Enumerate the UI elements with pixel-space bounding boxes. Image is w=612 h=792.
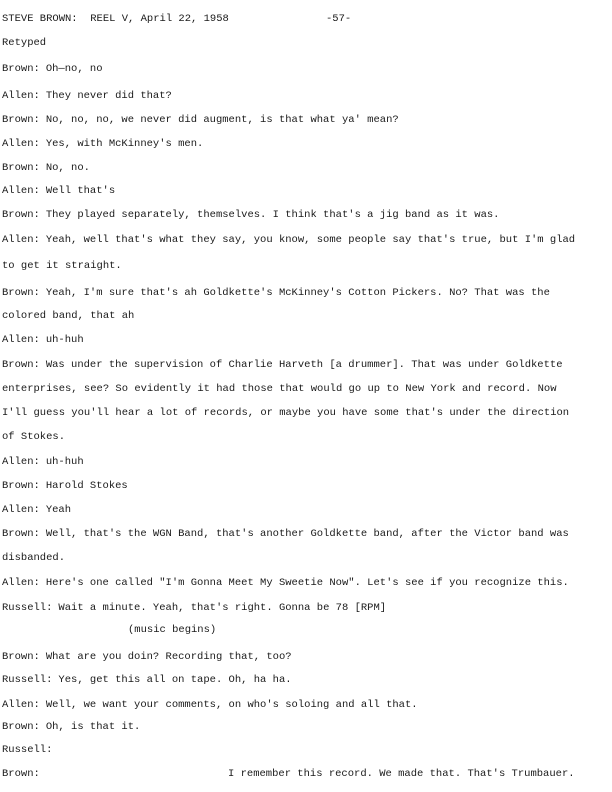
utterance-text: Yes, get this all on tape. Oh, ha ha. <box>58 674 292 686</box>
transcript-line <box>2 503 71 517</box>
transcript-line <box>2 161 90 175</box>
page-header <box>2 13 602 27</box>
speaker-label: Allen: <box>2 185 40 197</box>
transcript-line <box>2 89 172 103</box>
transcript-line <box>2 720 140 734</box>
utterance-text: I'll guess you'll hear a lot of records, or maybe you have some that's under the direction <box>2 407 570 419</box>
utterance-text: (music begins) <box>128 624 217 636</box>
speaker-label: Allen: <box>2 334 40 346</box>
transcript-line <box>2 430 65 444</box>
utterance-text: enterprises, see? So evidently it had those that would go up to New York and record. Now <box>2 383 557 395</box>
transcript-line <box>2 767 575 781</box>
utterance-text: What are you doin? Recording that, too? <box>45 651 292 663</box>
transcript-line <box>2 551 65 565</box>
utterance-text: disbanded. <box>2 552 66 564</box>
utterance-text: Here's one called "I'm Gonna Meet My Sweetie Now". Let's see if you recognize this. <box>45 577 569 589</box>
speaker-label: Allen: <box>2 504 40 516</box>
utterance-text: colored band, that ah <box>2 310 135 322</box>
transcript-line <box>2 358 563 372</box>
transcript-line <box>2 309 134 323</box>
transcript-line <box>2 333 84 347</box>
utterance-text: Well, we want your comments, on who's soloing and all that. <box>45 699 418 711</box>
transcript-line <box>2 698 418 712</box>
speaker-label: Russell: <box>2 602 53 614</box>
utterance-text: uh-huh <box>45 334 84 346</box>
speaker-label: Brown: <box>2 209 40 221</box>
transcript-line <box>128 624 216 636</box>
speaker-label: Allen: <box>2 90 40 102</box>
utterance-text: They never did that? <box>45 90 172 102</box>
transcript-line <box>2 286 550 300</box>
transcript-line <box>2 576 569 590</box>
transcript-line <box>2 259 122 273</box>
speaker-label: Brown: <box>2 768 40 780</box>
transcript-line <box>2 527 569 541</box>
utterance-text: No, no. <box>45 162 90 174</box>
utterance-text: They played separately, themselves. I think that's a jig band as it was. <box>45 209 500 221</box>
transcript-line <box>2 62 103 76</box>
transcript-line <box>2 233 575 247</box>
transcript-line <box>2 113 399 127</box>
utterance-text: Oh—no, no <box>45 63 103 75</box>
speaker-label: Russell: <box>2 744 53 756</box>
transcript-line <box>2 184 115 198</box>
utterance-text: Wait a minute. Yeah, that's right. Gonna be 78 [RPM] <box>58 602 387 614</box>
speaker-label: Allen: <box>2 577 40 589</box>
header-title: STEVE BROWN: REEL V, April 22, 1958 <box>2 13 229 25</box>
utterance-text: of Stokes. <box>2 431 66 443</box>
speaker-label: Brown: <box>2 287 40 299</box>
transcript-line <box>2 743 52 757</box>
retyped-note: Retyped <box>2 37 47 49</box>
speaker-label: Allen: <box>2 699 40 711</box>
utterance-text: to get it straight. <box>2 260 122 272</box>
utterance-text: Well that's <box>45 185 116 197</box>
speaker-label: Allen: <box>2 234 40 246</box>
utterance-text: Was under the supervision of Charlie Harveth [a drummer]. That was under Goldkette <box>45 359 563 371</box>
utterance-text: Yeah, well that's what they say, you know, some people say that's true, but I'm glad <box>45 234 576 246</box>
speaker-label: Brown: <box>2 359 40 371</box>
speaker-label: Brown: <box>2 528 40 540</box>
utterance-text: Yeah, I'm sure that's ah Goldkette's McKinney's Cotton Pickers. No? That was the <box>45 287 550 299</box>
speaker-label: Brown: <box>2 651 40 663</box>
utterance-text: I remember this record. We made that. That's Trumbauer. <box>228 768 575 780</box>
transcript-line <box>2 601 386 615</box>
transcript-line <box>2 650 292 664</box>
speaker-label: Allen: <box>2 138 40 150</box>
transcript-line <box>2 382 557 396</box>
page-number: -57- <box>326 13 352 25</box>
speaker-label: Brown: <box>2 480 40 492</box>
transcript-line <box>2 479 128 493</box>
transcript-line <box>2 673 292 687</box>
transcript-line <box>2 406 569 420</box>
speaker-label: Russell: <box>2 674 53 686</box>
utterance-text: Yeah <box>45 504 72 516</box>
utterance-text: Oh, is that it. <box>45 721 141 733</box>
transcript-line <box>2 455 84 469</box>
speaker-label: Brown: <box>2 114 40 126</box>
speaker-label: Brown: <box>2 162 40 174</box>
transcript-line <box>2 137 203 151</box>
utterance-text: Well, that's the WGN Band, that's another Goldkette band, after the Victor band was <box>45 528 569 540</box>
speaker-label: Allen: <box>2 456 40 468</box>
speaker-label: Brown: <box>2 63 40 75</box>
speaker-label: Brown: <box>2 721 40 733</box>
transcript-line <box>2 208 500 222</box>
utterance-text: Yes, with McKinney's men. <box>45 138 204 150</box>
utterance-text: uh-huh <box>45 456 84 468</box>
utterance-text: Harold Stokes <box>45 480 128 492</box>
utterance-text: No, no, no, we never did augment, is that what ya' mean? <box>45 114 399 126</box>
